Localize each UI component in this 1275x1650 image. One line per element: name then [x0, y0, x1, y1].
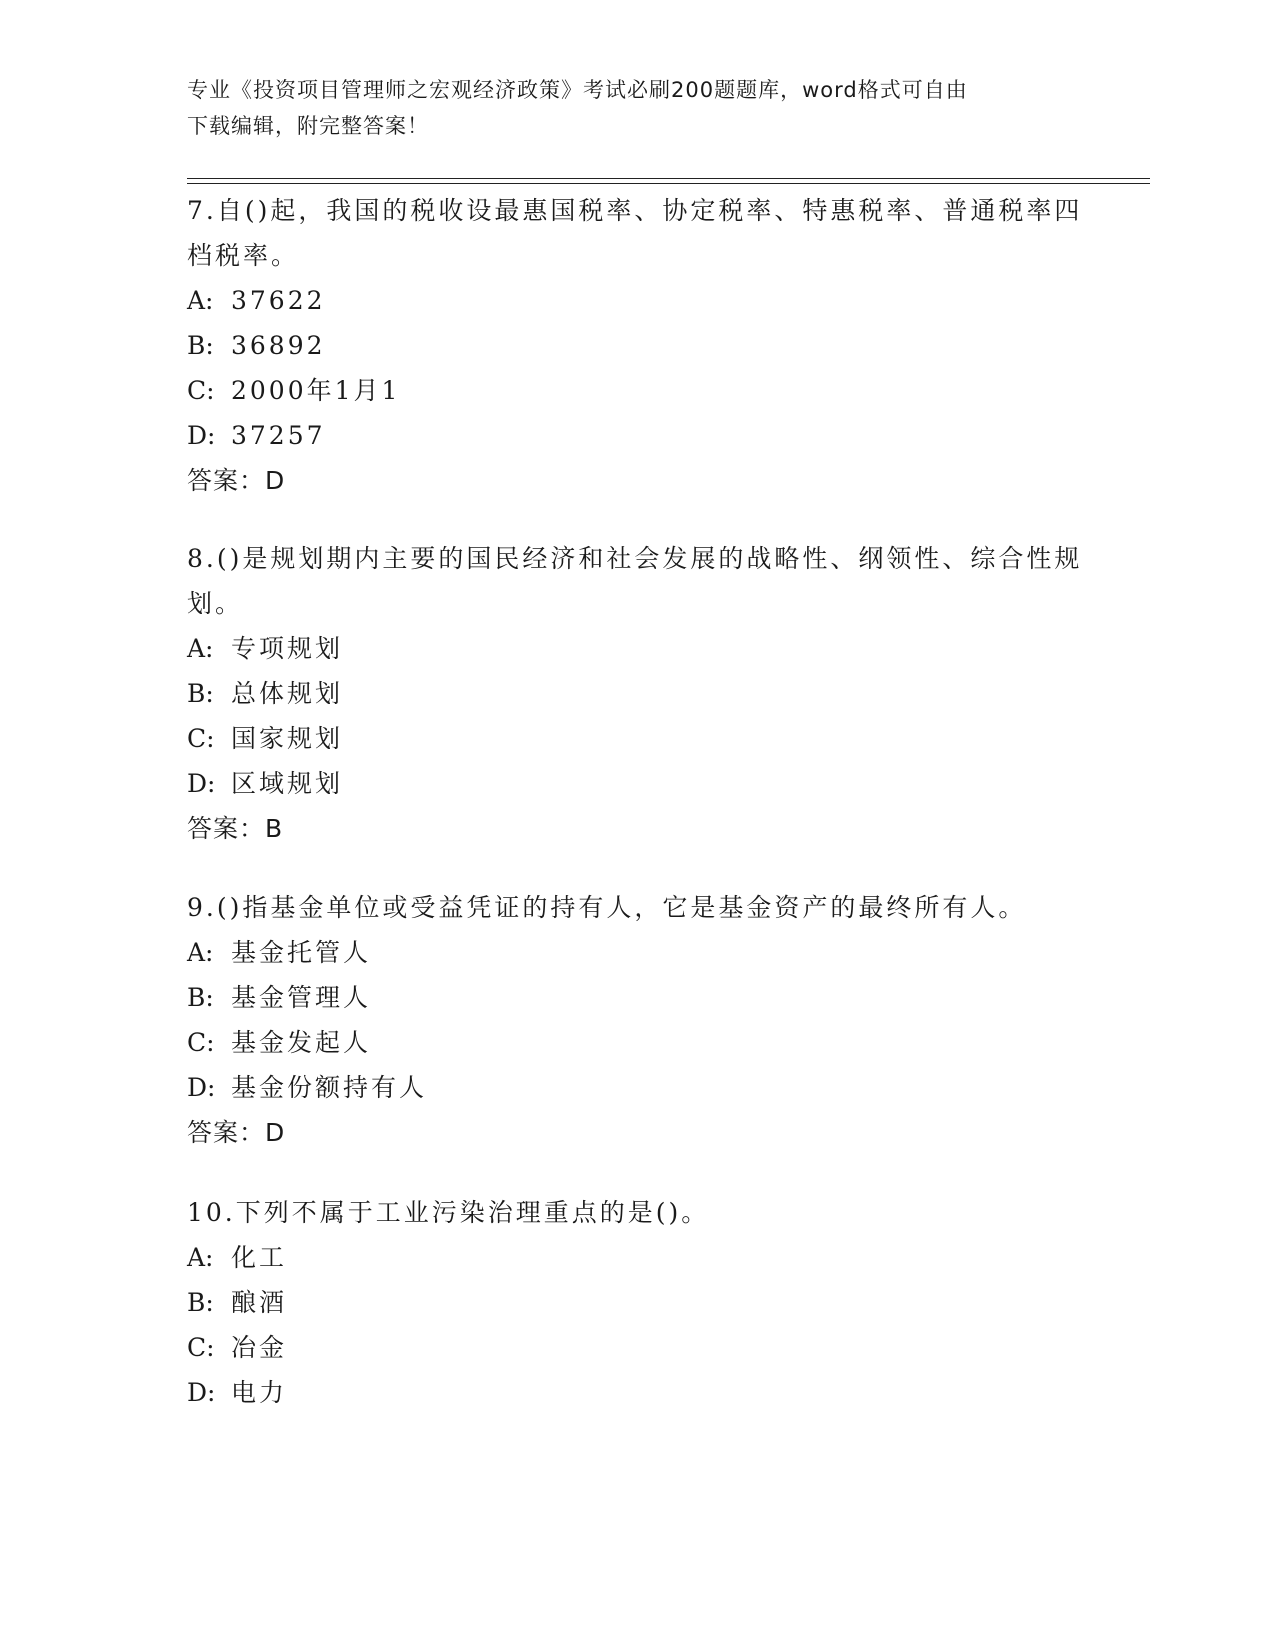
option-text: 2000年1月1: [231, 376, 401, 405]
option-d: [187, 1065, 1087, 1110]
option-text: 37622: [231, 286, 326, 315]
option-d: [187, 413, 1087, 458]
option-d: [187, 761, 1087, 806]
header-line-1: 专业《投资项目管理师之宏观经济政策》考试必刷200题题库，word格式可自由: [187, 78, 968, 102]
option-label: A:: [187, 1243, 214, 1272]
option-text: 酿酒: [231, 1288, 288, 1317]
option-label: C:: [187, 376, 215, 405]
question-text: 10.下列不属于工业污染治理重点的是()。: [187, 1198, 710, 1227]
option-label: D:: [187, 1378, 216, 1407]
option-label: B:: [187, 679, 214, 708]
option-text: 国家规划: [231, 724, 344, 753]
option-label: B:: [187, 983, 214, 1012]
option-c: [187, 1020, 1087, 1065]
option-c: [187, 368, 1087, 413]
option-text: 总体规划: [231, 679, 344, 708]
option-a: [187, 1235, 1087, 1280]
option-label: C:: [187, 1333, 215, 1362]
option-d: [187, 1370, 1087, 1415]
option-label: A:: [187, 938, 214, 967]
header-line-2: 下载编辑，附完整答案！: [187, 114, 429, 138]
question-9: [187, 885, 1087, 1155]
option-label: A:: [187, 286, 214, 315]
question-8: [187, 536, 1087, 851]
answer: 答案：B: [187, 814, 284, 843]
option-c: [187, 716, 1087, 761]
option-text: 基金托管人: [231, 938, 372, 967]
option-text: 基金发起人: [231, 1028, 372, 1057]
option-text: 区域规划: [231, 769, 344, 798]
document-header: [187, 72, 1087, 144]
option-text: 36892: [231, 331, 326, 360]
option-label: C:: [187, 724, 215, 753]
question-text: 7.自()起，我国的税收设最惠国税率、协定税率、特惠税率、普通税率四档税率。: [187, 196, 1083, 270]
question-10: [187, 1190, 1087, 1415]
option-b: [187, 975, 1087, 1020]
option-text: 冶金: [231, 1333, 288, 1362]
option-label: D:: [187, 769, 216, 798]
option-label: D:: [187, 421, 216, 450]
option-label: D:: [187, 1073, 216, 1102]
option-label: C:: [187, 1028, 215, 1057]
option-b: [187, 671, 1087, 716]
question-text: 9.()指基金单位或受益凭证的持有人，它是基金资产的最终所有人。: [187, 893, 1027, 922]
option-a: [187, 278, 1087, 323]
question-7: [187, 188, 1087, 503]
option-a: [187, 930, 1087, 975]
header-divider-top: [187, 178, 1150, 179]
option-b: [187, 323, 1087, 368]
option-a: [187, 626, 1087, 671]
option-label: B:: [187, 331, 214, 360]
option-text: 基金管理人: [231, 983, 372, 1012]
option-b: [187, 1280, 1087, 1325]
option-text: 基金份额持有人: [231, 1073, 428, 1102]
header-divider-bottom: [187, 183, 1150, 184]
option-label: A:: [187, 634, 214, 663]
option-text: 化工: [231, 1243, 288, 1272]
answer: 答案：D: [187, 1118, 286, 1147]
answer: 答案：D: [187, 466, 286, 495]
option-text: 专项规划: [231, 634, 344, 663]
question-text: 8.()是规划期内主要的国民经济和社会发展的战略性、纲领性、综合性规划。: [187, 544, 1083, 618]
option-text: 电力: [231, 1378, 288, 1407]
option-c: [187, 1325, 1087, 1370]
option-text: 37257: [231, 421, 326, 450]
option-label: B:: [187, 1288, 214, 1317]
